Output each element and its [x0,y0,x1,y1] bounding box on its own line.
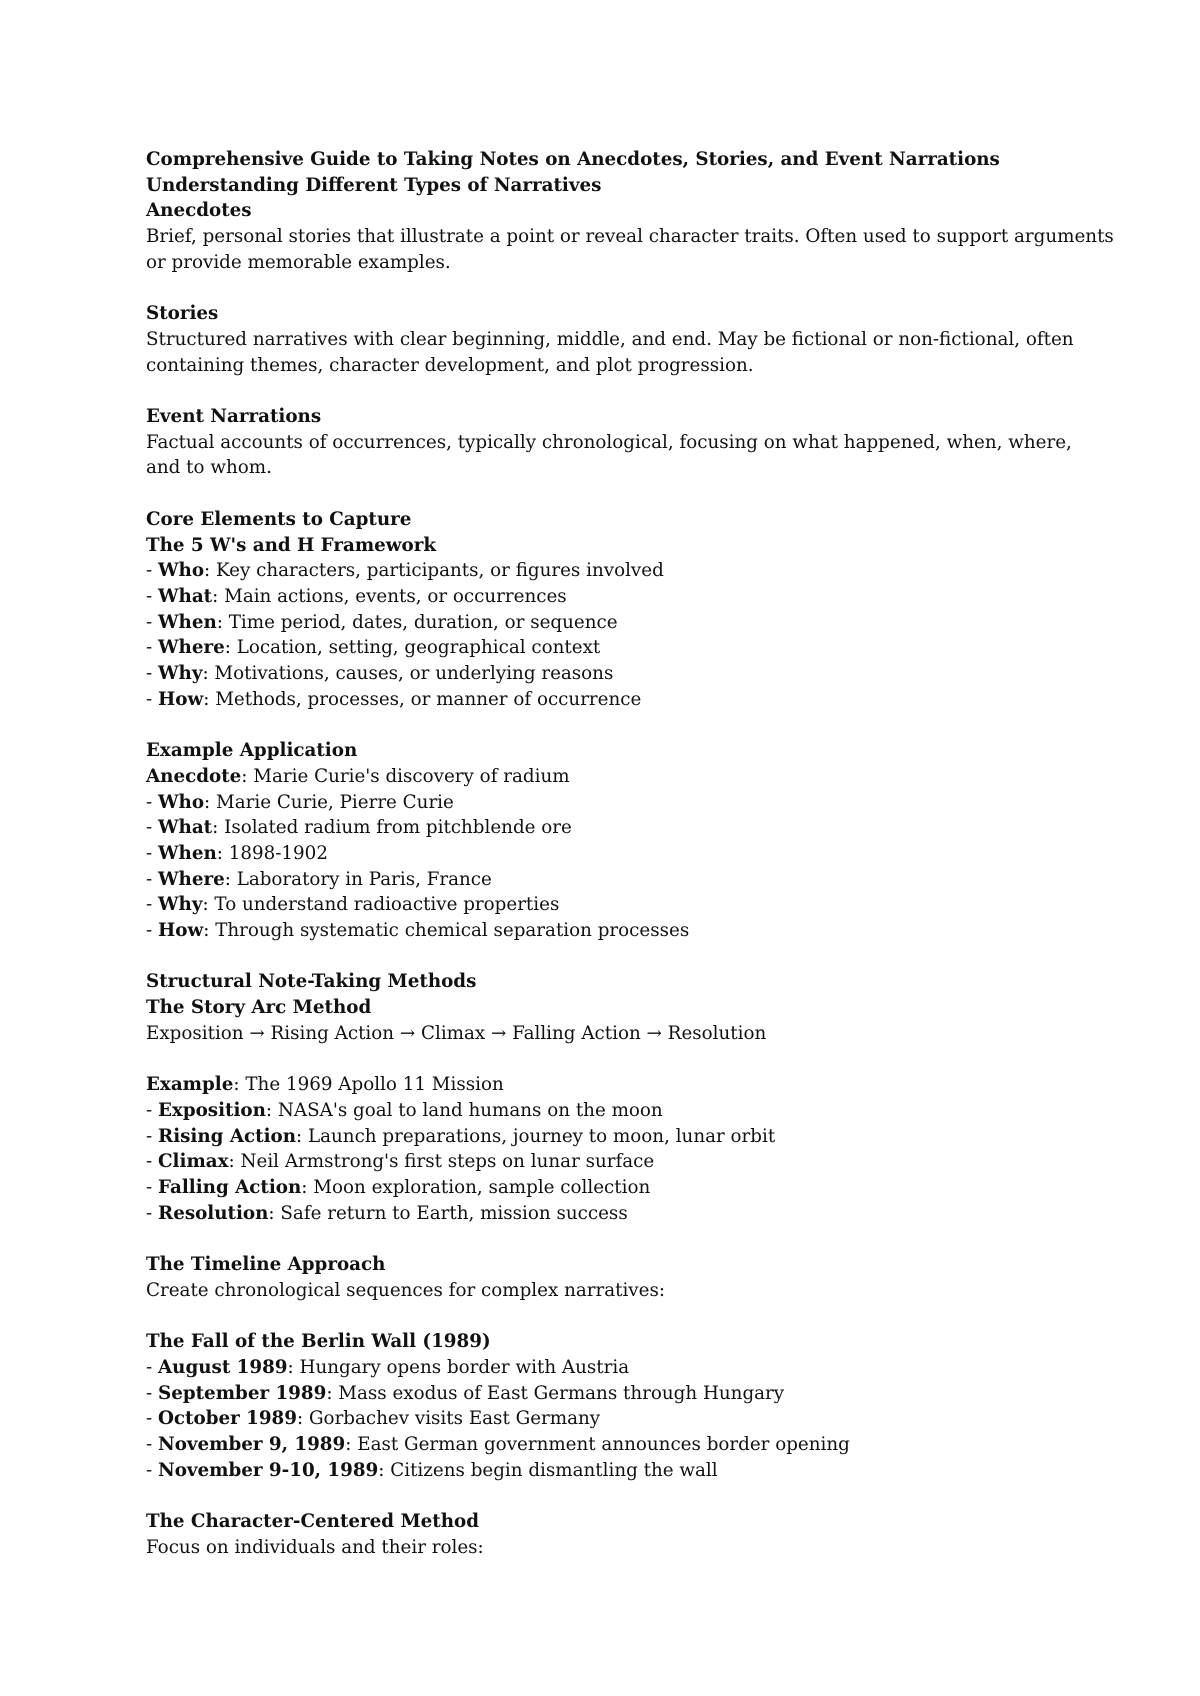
list-item-term: November 9, 1989 [158,1434,346,1456]
list-item-term: August 1989 [158,1356,288,1378]
anecdotes-description-line-2: or provide memorable examples. [146,251,451,273]
list-item [146,815,1086,841]
list-item-text: : Location, setting, geographical context [224,637,601,659]
bullet-dash: - [146,1434,158,1456]
subheading-example-application: Example Application [146,740,358,762]
bullet-dash: - [146,1382,158,1404]
stories-description-line-1: Structured narratives with clear beginning, middle, and end. May be fictional or non-fictional, often [146,328,1074,350]
bullet-dash: - [146,688,158,710]
list-item-text: : Hungary opens border with Austria [287,1356,630,1378]
list-item [146,1149,1086,1175]
list-item-text: : Marie Curie, Pierre Curie [204,791,454,813]
list-item [146,610,1086,636]
example-list [146,790,1086,944]
list-item-text: : Motivations, causes, or underlying reasons [202,663,614,685]
character-intro: Focus on individuals and their roles: [146,1536,484,1558]
bullet-dash: - [146,842,158,864]
document-title: Comprehensive Guide to Taking Notes on Anecdotes, Stories, and Event Narrations [146,149,1000,170]
list-item [146,1381,1086,1407]
list-item-text: : NASA's goal to land humans on the moon [265,1099,663,1121]
list-item-text: : 1898-1902 [216,842,328,864]
arc-example-text: : The 1969 Apollo 11 Mission [233,1074,504,1096]
bullet-dash: - [146,1125,158,1147]
list-item-text: : To understand radioactive properties [202,894,560,916]
list-item-term: Falling Action [158,1177,302,1199]
list-item-text: : Safe return to Earth, mission success [268,1202,628,1224]
list-item-term: Resolution [158,1202,269,1224]
bullet-dash: - [146,1177,158,1199]
list-item-text: : Neil Armstrong's first steps on lunar surface [228,1151,655,1173]
list-item-text: : Launch preparations, journey to moon, lunar orbit [296,1125,776,1147]
list-item-term: When [158,611,217,633]
list-item [146,584,1086,610]
bullet-dash: - [146,560,158,582]
list-item [146,841,1086,867]
subheading-5ws-framework: The 5 W's and H Framework [146,534,437,556]
spacer [146,1047,1086,1073]
timeline-intro: Create chronological sequences for complex narratives: [146,1279,665,1301]
spacer [146,1304,1086,1330]
subheading-timeline-approach: The Timeline Approach [146,1254,386,1276]
subheading-anecdotes: Anecdotes [146,200,252,222]
list-item [146,661,1086,687]
spacer [146,1483,1086,1509]
list-item-term: Rising Action [158,1125,297,1147]
list-item-text: : Citizens begin dismantling the wall [378,1459,718,1481]
list-item-term: September 1989 [158,1382,327,1404]
subheading-character-centered: The Character-Centered Method [146,1511,480,1533]
bullet-dash: - [146,637,158,659]
stories-description-line-2: containing themes, character development, and plot progression. [146,354,754,376]
document-page [146,147,1114,1561]
list-item-term: Exposition [158,1099,266,1121]
section-heading-core-elements: Core Elements to Capture [146,508,412,530]
subheading-berlin-wall: The Fall of the Berlin Wall (1989) [146,1331,491,1353]
example-intro-text: : Marie Curie's discovery of radium [241,765,570,787]
list-item [146,867,1086,893]
anecdotes-description-line-1: Brief, personal stories that illustrate a point or reveal character traits. Often used to support arguments [146,226,1114,248]
spacer [146,944,1086,970]
spacer [146,276,1086,302]
list-item [146,635,1086,661]
list-item [146,687,1086,713]
list-item-term: How [158,688,204,710]
list-item-term: Who [158,791,205,813]
list-item-term: When [158,842,217,864]
list-item [146,1201,1086,1227]
list-item-text: : Main actions, events, or occurrences [212,585,567,607]
list-item-text: : Laboratory in Paris, France [224,868,492,890]
list-item-term: Climax [158,1151,229,1173]
list-item-term: How [158,920,204,942]
story-arc-sequence: Exposition → Rising Action → Climax → Falling Action → Resolution [146,1022,767,1044]
list-item-text: : Gorbachev visits East Germany [296,1408,601,1430]
subheading-stories: Stories [146,303,219,325]
list-item-term: What [158,585,213,607]
subheading-story-arc: The Story Arc Method [146,997,372,1019]
list-item [146,1458,1086,1484]
list-item-term: Why [158,663,203,685]
list-item-term: Where [158,868,225,890]
list-item-term: What [158,817,213,839]
list-item [146,892,1086,918]
bullet-dash: - [146,894,158,916]
list-item-term: Why [158,894,203,916]
bullet-dash: - [146,663,158,685]
example-intro-term: Anecdote [146,765,242,787]
bullet-dash: - [146,791,158,813]
spacer [146,712,1086,738]
example-intro [146,764,1086,790]
section-heading-narrative-types: Understanding Different Types of Narratives [146,174,602,196]
subheading-event-narrations: Event Narrations [146,406,322,427]
spacer [146,481,1086,507]
list-item [146,558,1086,584]
list-item-text: : East German government announces border opening [345,1434,850,1456]
bullet-dash: - [146,1202,158,1224]
list-item-text: : Moon exploration, sample collection [301,1177,651,1199]
list-item [146,1098,1086,1124]
list-item-text: : Isolated radium from pitchblende ore [212,817,572,839]
spacer [146,1226,1086,1252]
list-item [146,790,1086,816]
list-item-term: November 9-10, 1989 [158,1459,379,1481]
list-item-text: : Through systematic chemical separation processes [203,920,690,942]
berlin-timeline-list [146,1355,1086,1484]
list-item [146,1175,1086,1201]
list-item-text: : Time period, dates, duration, or sequence [216,611,618,633]
bullet-dash: - [146,920,158,942]
events-description-line-1: Factual accounts of occurrences, typically chronological, focusing on what happened, when, where, [146,431,1072,453]
list-item [146,1406,1086,1432]
spacer [146,378,1086,404]
list-item-text: : Mass exodus of East Germans through Hungary [326,1382,785,1404]
list-item [146,918,1086,944]
list-item-term: Where [158,637,225,659]
framework-list [146,558,1086,712]
bullet-dash: - [146,1151,158,1173]
bullet-dash: - [146,1356,158,1378]
bullet-dash: - [146,585,158,607]
list-item-text: : Methods, processes, or manner of occurrence [203,688,642,710]
bullet-dash: - [146,1408,158,1430]
arc-example-term: Example [146,1074,234,1096]
arc-example-intro [146,1072,1086,1098]
bullet-dash: - [146,1459,158,1481]
list-item-term: October 1989 [158,1408,297,1430]
section-heading-structural-methods: Structural Note-Taking Methods [146,971,477,993]
list-item [146,1432,1086,1458]
list-item [146,1355,1086,1381]
story-arc-list [146,1098,1086,1227]
list-item-term: Who [158,560,205,582]
list-item-text: : Key characters, participants, or figures involved [204,560,664,582]
bullet-dash: - [146,817,158,839]
list-item [146,1124,1086,1150]
bullet-dash: - [146,1099,158,1121]
events-description-line-2: and to whom. [146,457,272,479]
bullet-dash: - [146,611,158,633]
bullet-dash: - [146,868,158,890]
